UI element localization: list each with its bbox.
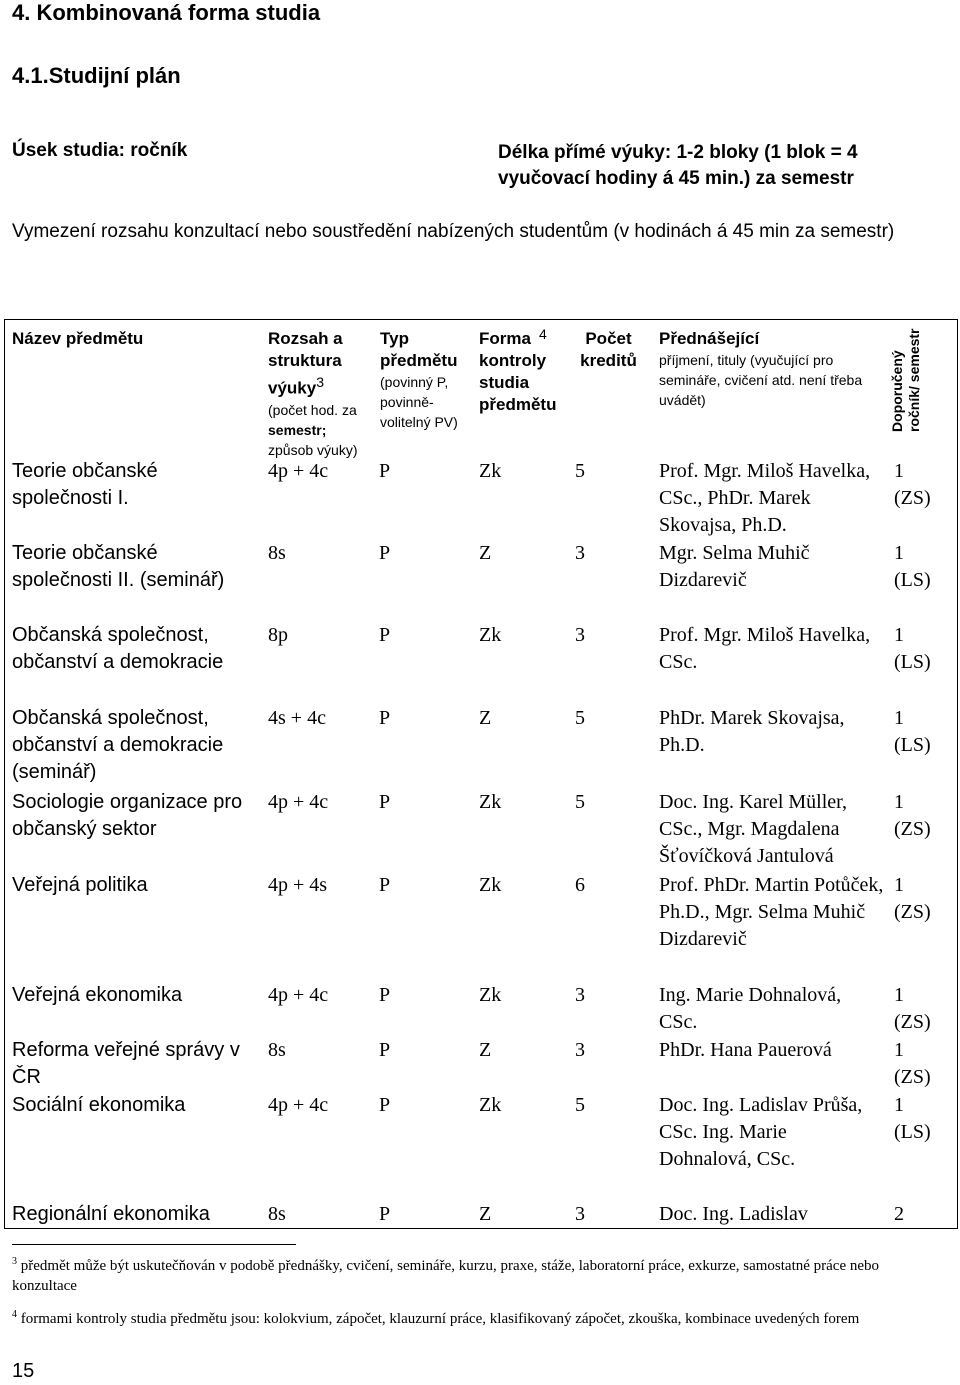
- cell-forma: Zk: [479, 791, 502, 813]
- cell-forma: Zk: [479, 624, 502, 646]
- header-rozsah-sup: 3: [316, 374, 324, 390]
- cell-name: Teorie občanské společnosti I.: [12, 460, 158, 509]
- cell-typ: P: [379, 1039, 391, 1061]
- cell-kredity: 5: [575, 460, 585, 482]
- cell-rocnik-value: 1: [894, 874, 904, 896]
- cell-forma: Z: [479, 1203, 492, 1225]
- footnote-4: [12, 1305, 912, 1329]
- cell-lektor: PhDr. Hana Pauerová: [659, 1039, 832, 1061]
- cell-lektor: Mgr. Selma Muhič Dizdarevič: [659, 542, 810, 591]
- header-typ: [380, 328, 475, 432]
- cell-forma: Z: [479, 542, 492, 564]
- cell-rocnik: [894, 540, 954, 594]
- cell-forma: Z: [479, 1039, 492, 1061]
- cell-rocnik: [894, 982, 954, 1036]
- cell-rozsah: 4p + 4c: [268, 460, 329, 482]
- cell-forma: Zk: [479, 1094, 502, 1116]
- cell-name: Veřejná ekonomika: [12, 984, 183, 1006]
- cell-lektor: Doc. Ing. Ladislav Průša, CSc. Ing. Marie Dohnalová, CSc.: [659, 1094, 863, 1170]
- cell-lektor: Ing. Marie Dohnalová, CSc.: [659, 984, 842, 1033]
- cell-typ: P: [379, 707, 391, 729]
- cell-rocnik: [894, 789, 954, 843]
- header-rozsah-note-2: semestr;: [268, 421, 327, 438]
- cell-lektor: Prof. Mgr. Miloš Havelka, CSc., PhDr. Marek Skovajsa, Ph.D.: [659, 460, 871, 536]
- cell-typ: P: [379, 1094, 391, 1116]
- header-rozsah-note-1: (počet hod. za: [268, 401, 357, 418]
- header-typ-note: (povinný P, povinně-volitelný PV): [380, 374, 458, 430]
- cell-rozsah: 4s + 4c: [268, 707, 326, 729]
- cell-kredity: 3: [575, 984, 585, 1006]
- cell-name: Občanská společnost, občanství a demokracie: [12, 624, 224, 673]
- cell-rocnik-value: 1: [894, 707, 904, 729]
- cell-semestr-value: (LS): [894, 569, 931, 591]
- cell-rocnik: [894, 705, 954, 759]
- cell-lektor: Doc. Ing. Karel Müller, CSc., Mgr. Magdalena Šťovíčková Jantulová: [659, 791, 848, 867]
- header-forma: [479, 328, 569, 416]
- cell-lektor: PhDr. Marek Skovajsa, Ph.D.: [659, 707, 845, 756]
- cell-name: Sociální ekonomika: [12, 1094, 186, 1116]
- header-doporuceny: [883, 327, 943, 442]
- cell-typ: P: [379, 624, 391, 646]
- cell-rocnik: [894, 1092, 954, 1146]
- cell-typ: P: [379, 874, 391, 896]
- cell-kredity: 3: [575, 1203, 585, 1225]
- cell-kredity: 3: [575, 624, 585, 646]
- cell-rozsah: 8s: [268, 1039, 286, 1061]
- footnote-3-text: předmět může být uskutečňován v podobě přednášky, cvičení, semináře, kurzu, praxe, stáže, laboratorní práce, exkurze, samostatné práce nebo konzultace: [12, 1258, 880, 1294]
- cell-rocnik: [894, 1201, 954, 1228]
- cell-typ: P: [379, 984, 391, 1006]
- cell-semestr-value: (ZS): [894, 1066, 931, 1088]
- cell-name: Občanská společnost, občanství a demokracie (seminář): [12, 707, 224, 783]
- cell-typ: P: [379, 791, 391, 813]
- header-rozsah: [268, 328, 373, 460]
- cell-semestr-value: (LS): [894, 734, 931, 756]
- cell-name: Teorie občanské společnosti II. (seminář): [12, 542, 225, 591]
- cell-forma: Z: [479, 707, 492, 729]
- header-prednasejici-note: příjmení, tituly (vyučující pro semináře, cvičení atd. není třeba uvádět): [659, 352, 863, 408]
- cell-rocnik: [894, 622, 954, 676]
- cell-rocnik: [894, 872, 954, 926]
- cell-name: Veřejná politika: [12, 874, 148, 896]
- cell-rozsah: 8s: [268, 542, 286, 564]
- cell-rozsah: 8p: [268, 624, 288, 646]
- section-heading: 4. Kombinovaná forma studia: [12, 0, 321, 25]
- cell-rocnik-value: 1: [894, 984, 904, 1006]
- subsection-heading: 4.1.Studijní plán: [12, 63, 181, 88]
- header-forma-title: Forma kontroly studia předmětu: [479, 329, 557, 414]
- usek-studia: Úsek studia: ročník: [12, 140, 188, 161]
- header-doporuceny-text: Doporučený ročník/ semestr: [889, 328, 922, 432]
- cell-forma: Zk: [479, 874, 502, 896]
- footnote-4-text: formami kontroly studia předmětu jsou: kolokvium, zápočet, klauzurní práce, klasifikovaný zápočet, zkouška, kombinace uvedených forem: [20, 1311, 860, 1327]
- vymezeni-rozsahu: Vymezení rozsahu konzultací nebo soustředění nabízených studentům (v hodinách á 45 min za semestr): [12, 221, 895, 242]
- cell-semestr-value: (ZS): [894, 901, 931, 923]
- header-prednasejici-title: Přednášející: [659, 329, 760, 348]
- cell-semestr-value: (LS): [894, 651, 931, 673]
- footnote-4-mark: 4: [12, 1309, 17, 1320]
- cell-semestr-value: (ZS): [894, 487, 931, 509]
- page-number: 15: [12, 1360, 35, 1382]
- cell-kredity: 3: [575, 542, 585, 564]
- header-forma-sup: 4: [539, 326, 547, 342]
- cell-name: Reforma veřejné správy v ČR: [12, 1039, 240, 1088]
- cell-rocnik-value: 1: [894, 1039, 904, 1061]
- header-rozsah-note-3: způsob výuky): [268, 441, 358, 458]
- cell-semestr-value: (ZS): [894, 1011, 931, 1033]
- cell-rocnik-value: 1: [894, 791, 904, 813]
- cell-rocnik-value: 1: [894, 624, 904, 646]
- header-kredity: Počet kreditů: [580, 329, 637, 370]
- header-rozsah-title: Rozsah a struktura výuky: [268, 329, 343, 398]
- cell-kredity: 3: [575, 1039, 585, 1061]
- cell-semestr-value: (ZS): [894, 818, 931, 840]
- cell-kredity: 5: [575, 791, 585, 813]
- delka-vyuky: Délka přímé výuky: 1-2 bloky (1 blok = 4 vyučovací hodiny á 45 min.) za semestr: [498, 142, 858, 189]
- footnote-3: [12, 1252, 912, 1296]
- cell-forma: Zk: [479, 460, 502, 482]
- cell-rozsah: 8s: [268, 1203, 286, 1225]
- cell-rocnik-value: 1: [894, 460, 904, 482]
- cell-rozsah: 4p + 4c: [268, 984, 329, 1006]
- cell-lektor: Prof. PhDr. Martin Potůček, Ph.D., Mgr. Selma Muhič Dizdarevič: [659, 874, 884, 950]
- cell-typ: P: [379, 1203, 391, 1225]
- cell-name: Regionální ekonomika: [12, 1203, 210, 1225]
- cell-rocnik: [894, 1037, 954, 1091]
- cell-rozsah: 4p + 4c: [268, 791, 329, 813]
- footnote-rule: [12, 1244, 296, 1245]
- cell-rocnik: [894, 458, 954, 512]
- header-prednasejici: [659, 328, 879, 410]
- footnote-3-mark: 3: [12, 1256, 17, 1267]
- cell-typ: P: [379, 542, 391, 564]
- header-typ-title: Typ předmětu: [380, 329, 458, 370]
- cell-rocnik-value: 1: [894, 1094, 904, 1116]
- cell-rozsah: 4p + 4c: [268, 1094, 329, 1116]
- cell-rozsah: 4p + 4s: [268, 874, 328, 896]
- cell-name: Sociologie organizace pro občanský sektor: [12, 791, 243, 840]
- cell-typ: P: [379, 460, 391, 482]
- cell-rocnik-value: 2: [894, 1203, 904, 1225]
- cell-kredity: 5: [575, 707, 585, 729]
- cell-lektor: Doc. Ing. Ladislav: [659, 1203, 808, 1225]
- cell-kredity: 6: [575, 874, 585, 896]
- cell-forma: Zk: [479, 984, 502, 1006]
- cell-lektor: Prof. Mgr. Miloš Havelka, CSc.: [659, 624, 871, 673]
- cell-kredity: 5: [575, 1094, 585, 1116]
- header-nazev: Název předmětu: [12, 329, 144, 348]
- cell-semestr-value: (LS): [894, 1121, 931, 1143]
- cell-rocnik-value: 1: [894, 542, 904, 564]
